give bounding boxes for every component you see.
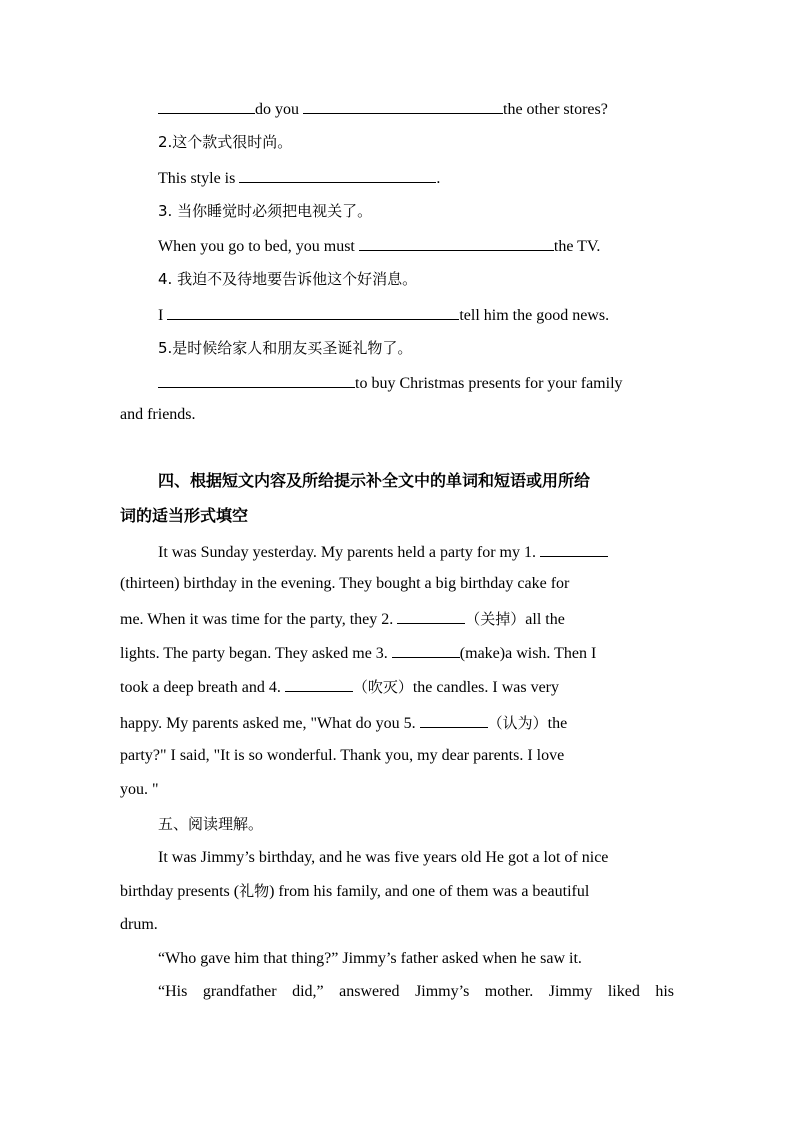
answer-blank	[392, 642, 460, 658]
q2-english-line: This style is .	[158, 167, 440, 189]
passage-line: took a deep breath and 4. （吹灭）the candles. I was very	[120, 678, 560, 696]
q4-chinese: 4. 我迫不及待地要告诉他这个好消息。	[158, 270, 418, 288]
passage-line: party?" I said, "It is so wonderful. Thank you, my dear parents. I love	[120, 747, 565, 764]
answer-blank	[303, 98, 503, 114]
q3-chinese: 3. 当你睡觉时必须把电视关了。	[158, 202, 373, 220]
answer-blank	[167, 304, 459, 320]
passage-line: lights. The party began. They asked me 3. (make)a wish. Then I	[120, 642, 596, 664]
q3-english-line: When you go to bed, you must the TV.	[158, 235, 600, 257]
section-4-heading: 四、根据短文内容及所给提示补全文中的单词和短语或用所给	[158, 471, 591, 490]
passage-line: (thirteen) birthday in the evening. They bought a big birthday cake for	[120, 575, 570, 592]
answer-blank	[239, 167, 436, 183]
q5-chinese: 5.是时候给家人和朋友买圣诞礼物了。	[158, 339, 413, 357]
answer-blank	[540, 541, 608, 557]
answer-blank	[285, 676, 353, 692]
q4-english-line: I tell him the good news.	[158, 304, 609, 326]
section-4-heading-cont: 词的适当形式填空	[120, 506, 249, 525]
passage-line: happy. My parents asked me, "What do you 5. （认为）the	[120, 714, 568, 732]
q5-english-line-cont: and friends.	[120, 406, 196, 423]
section-5-heading: 五、阅读理解。	[158, 815, 264, 833]
answer-blank	[359, 235, 554, 251]
answer-blank	[158, 372, 355, 388]
reading-line: “Who gave him that thing?” Jimmy’s father asked when he saw it.	[158, 950, 582, 967]
passage-line: It was Sunday yesterday. My parents held a party for my 1.	[158, 541, 608, 563]
answer-blank	[158, 98, 255, 114]
q2-chinese: 2.这个款式很时尚。	[158, 133, 293, 151]
q5-english-line: to buy Christmas presents for your family	[158, 372, 623, 394]
q1-english-line: do you the other stores?	[158, 98, 608, 120]
answer-blank	[397, 608, 465, 624]
passage-line: you. "	[120, 781, 159, 798]
reading-line: It was Jimmy’s birthday, and he was five years old He got a lot of nice	[158, 849, 609, 866]
reading-line: drum.	[120, 916, 158, 933]
reading-line: “His grandfather did,” answered Jimmy’s mother. Jimmy liked his	[158, 983, 674, 1000]
passage-line: me. When it was time for the party, they 2. （关掉）all the	[120, 610, 565, 628]
reading-line: birthday presents (礼物) from his family, and one of them was a beautiful	[120, 882, 590, 900]
answer-blank	[420, 712, 488, 728]
